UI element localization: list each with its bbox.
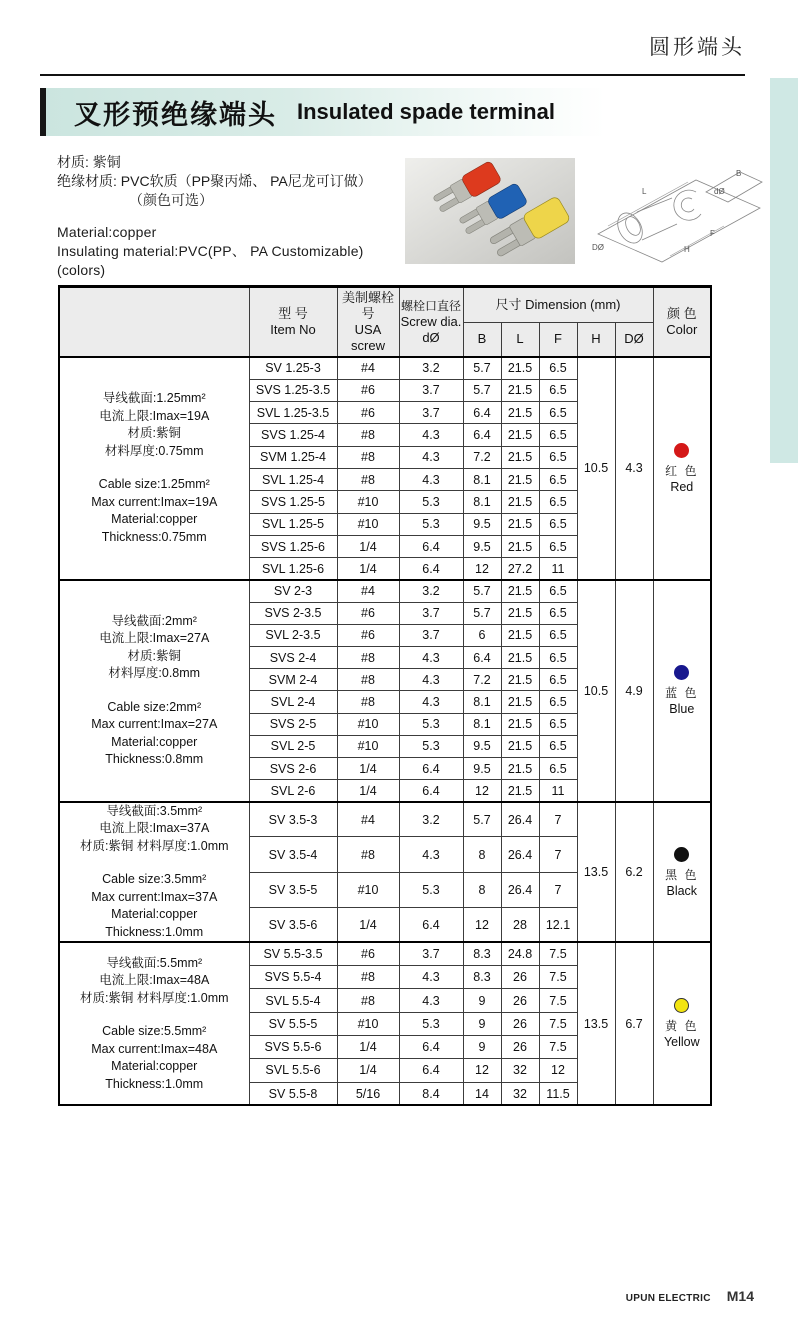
cell-screw-dia: 3.2 <box>399 357 463 379</box>
material-line-en: Insulating material:PVC(PP、 PA Customizable)(colors) <box>57 243 364 278</box>
cell-f: 6.5 <box>539 713 577 735</box>
cell-b: 8 <box>463 837 501 872</box>
table-row <box>59 942 711 965</box>
material-line-zh: 材质: 紫铜 <box>57 154 121 170</box>
group-description <box>59 802 249 943</box>
description-line-en: Material:copper <box>111 907 198 922</box>
page-title-en: Insulated spade terminal <box>297 99 555 124</box>
cell-b: 12 <box>463 1059 501 1082</box>
cell-h: 10.5 <box>577 580 615 802</box>
cell-screw-dia: 4.3 <box>399 966 463 989</box>
description-line-zh: 电流上限:Imax=48A <box>99 973 210 988</box>
technical-drawing <box>584 156 764 268</box>
description-line-zh: 电流上限:Imax=37A <box>99 821 210 836</box>
cell-item-no: SVS 1.25-6 <box>249 535 337 557</box>
description-line-zh: 导线截面:5.5mm² <box>106 955 203 970</box>
cell-l: 21.5 <box>501 757 539 779</box>
page-title-zh: 叉形预绝缘端头 <box>74 99 277 130</box>
cell-screw-dia: 6.4 <box>399 757 463 779</box>
cell-usa-screw: 1/4 <box>337 1059 399 1082</box>
description-line-en: Material:copper <box>111 1059 198 1074</box>
color-label-en: Red <box>670 479 694 494</box>
cell-l: 26.4 <box>501 872 539 907</box>
cell-do: 6.7 <box>615 942 653 1105</box>
cell-l: 24.8 <box>501 942 539 965</box>
cell-b: 5.7 <box>463 379 501 401</box>
cell-f: 6.5 <box>539 580 577 602</box>
cell-item-no: SVS 5.5-4 <box>249 966 337 989</box>
description-gap <box>60 683 249 699</box>
cell-screw-dia: 5.3 <box>399 735 463 757</box>
cell-screw-dia: 4.3 <box>399 468 463 490</box>
cell-b: 8 <box>463 872 501 907</box>
cell-l: 21.5 <box>501 735 539 757</box>
cell-l: 21.5 <box>501 669 539 691</box>
cell-usa-screw: #8 <box>337 424 399 446</box>
dim-label-h: H <box>684 245 690 254</box>
color-cell <box>653 580 711 802</box>
color-label-zh: 黑 色 <box>665 867 699 882</box>
cell-usa-screw: 5/16 <box>337 1082 399 1105</box>
dim-label-f: F <box>710 229 715 238</box>
cell-b: 9 <box>463 1036 501 1059</box>
cell-f: 12.1 <box>539 907 577 942</box>
dim-label-l: L <box>642 187 647 196</box>
cell-b: 6.4 <box>463 647 501 669</box>
description-line-en: Cable size:1.25mm² <box>98 477 210 492</box>
cell-f: 6.5 <box>539 402 577 424</box>
cell-f: 6.5 <box>539 691 577 713</box>
cell-f: 6.5 <box>539 735 577 757</box>
color-dot <box>674 665 689 680</box>
cell-screw-dia: 3.2 <box>399 580 463 602</box>
material-line-zh: （颜色可选） <box>129 192 213 208</box>
cell-b: 9.5 <box>463 535 501 557</box>
cell-f: 7 <box>539 837 577 872</box>
cell-b: 5.7 <box>463 602 501 624</box>
cell-item-no: SV 1.25-3 <box>249 357 337 379</box>
header-description <box>59 287 249 358</box>
cell-usa-screw: #10 <box>337 1012 399 1035</box>
color-dot <box>674 443 689 458</box>
group-description <box>59 580 249 802</box>
cell-do: 4.9 <box>615 580 653 802</box>
cell-f: 12 <box>539 1059 577 1082</box>
cell-item-no: SVL 2-4 <box>249 691 337 713</box>
cell-screw-dia: 4.3 <box>399 669 463 691</box>
cell-usa-screw: 1/4 <box>337 535 399 557</box>
color-label-en: Yellow <box>663 1035 700 1050</box>
cell-item-no: SVL 1.25-3.5 <box>249 402 337 424</box>
cell-l: 21.5 <box>501 602 539 624</box>
cell-f: 6.5 <box>539 357 577 379</box>
cell-f: 6.5 <box>539 379 577 401</box>
description-line-en: Max current:Imax=48A <box>91 1041 218 1056</box>
description-line-en: Max current:Imax=27A <box>91 717 218 732</box>
cell-l: 32 <box>501 1082 539 1105</box>
cell-item-no: SV 5.5-3.5 <box>249 942 337 965</box>
cell-h: 10.5 <box>577 357 615 580</box>
cell-usa-screw: #8 <box>337 468 399 490</box>
header-dim-f: F <box>539 322 577 357</box>
cell-f: 6.5 <box>539 669 577 691</box>
cell-b: 8.1 <box>463 468 501 490</box>
cell-l: 21.5 <box>501 780 539 802</box>
cell-f: 11 <box>539 558 577 580</box>
color-cell <box>653 357 711 580</box>
cell-b: 9.5 <box>463 513 501 535</box>
cell-l: 21.5 <box>501 647 539 669</box>
description-line-zh: 电流上限:Imax=27A <box>99 631 210 646</box>
color-label-en: Black <box>666 883 698 898</box>
cell-screw-dia: 6.4 <box>399 780 463 802</box>
cell-item-no: SVS 2-3.5 <box>249 602 337 624</box>
description-line-zh: 材料厚度:0.75mm <box>104 443 204 458</box>
cell-l: 26 <box>501 1012 539 1035</box>
cell-screw-dia: 3.7 <box>399 942 463 965</box>
page-number: M14 <box>726 1288 754 1304</box>
brand-name: UPUN ELECTRIC <box>625 1293 711 1304</box>
group-description <box>59 357 249 580</box>
product-photo <box>405 158 575 264</box>
cell-l: 21.5 <box>501 691 539 713</box>
cell-usa-screw: #6 <box>337 379 399 401</box>
description-line-en: Thickness:1.0mm <box>105 924 204 939</box>
cell-item-no: SV 3.5-3 <box>249 802 337 837</box>
cell-b: 12 <box>463 907 501 942</box>
cell-f: 6.5 <box>539 535 577 557</box>
cell-do: 6.2 <box>615 802 653 943</box>
spec-table <box>58 285 712 1106</box>
table-row <box>59 802 711 837</box>
cell-usa-screw: #6 <box>337 624 399 646</box>
cell-usa-screw: #4 <box>337 580 399 602</box>
cell-b: 6.4 <box>463 402 501 424</box>
decorative-gradient-bar <box>40 64 745 72</box>
cell-b: 14 <box>463 1082 501 1105</box>
cell-l: 21.5 <box>501 513 539 535</box>
cell-usa-screw: 1/4 <box>337 907 399 942</box>
cell-b: 9.5 <box>463 735 501 757</box>
cell-usa-screw: #10 <box>337 735 399 757</box>
cell-usa-screw: #6 <box>337 402 399 424</box>
cell-l: 26 <box>501 989 539 1012</box>
description-line-en: Cable size:5.5mm² <box>102 1024 207 1039</box>
description-gap <box>60 1007 249 1023</box>
cell-screw-dia: 5.3 <box>399 513 463 535</box>
cell-h: 13.5 <box>577 942 615 1105</box>
color-dot <box>674 998 689 1013</box>
cell-b: 8.1 <box>463 691 501 713</box>
cell-b: 8.1 <box>463 713 501 735</box>
cell-screw-dia: 3.7 <box>399 624 463 646</box>
header-dim-do: DØ <box>615 322 653 357</box>
description-line-zh: 导线截面:3.5mm² <box>106 803 203 818</box>
cell-f: 7 <box>539 872 577 907</box>
cell-f: 7.5 <box>539 942 577 965</box>
description-line-en: Material:copper <box>111 734 198 749</box>
cell-screw-dia: 4.3 <box>399 424 463 446</box>
color-label-zh: 红 色 <box>665 463 699 478</box>
cell-b: 5.7 <box>463 802 501 837</box>
header-dim-b: B <box>463 322 501 357</box>
cell-b: 7.2 <box>463 669 501 691</box>
cell-usa-screw: #8 <box>337 989 399 1012</box>
cell-item-no: SV 5.5-5 <box>249 1012 337 1035</box>
cell-item-no: SVL 5.5-6 <box>249 1059 337 1082</box>
group-description <box>59 942 249 1105</box>
page-title-block <box>40 88 745 136</box>
color-label-zh: 黄 色 <box>665 1019 699 1034</box>
cell-f: 6.5 <box>539 513 577 535</box>
cell-b: 12 <box>463 558 501 580</box>
cell-item-no: SVS 1.25-4 <box>249 424 337 446</box>
cell-screw-dia: 3.7 <box>399 402 463 424</box>
header-usa-screw: 美制螺栓号 USA screw <box>337 287 399 358</box>
cell-b: 6 <box>463 624 501 646</box>
cell-item-no: SVS 2-4 <box>249 647 337 669</box>
material-description <box>57 153 407 280</box>
cell-item-no: SV 2-3 <box>249 580 337 602</box>
cell-screw-dia: 5.3 <box>399 491 463 513</box>
cell-usa-screw: #4 <box>337 357 399 379</box>
cell-screw-dia: 4.3 <box>399 691 463 713</box>
cell-item-no: SV 3.5-4 <box>249 837 337 872</box>
cell-usa-screw: #10 <box>337 513 399 535</box>
cell-usa-screw: 1/4 <box>337 757 399 779</box>
cell-l: 26.4 <box>501 837 539 872</box>
cell-screw-dia: 3.2 <box>399 802 463 837</box>
cell-usa-screw: #10 <box>337 491 399 513</box>
description-line-zh: 材质:紫铜 材料厚度:1.0mm <box>79 838 229 853</box>
description-line-zh: 电流上限:Imax=19A <box>99 408 210 423</box>
cell-f: 6.5 <box>539 647 577 669</box>
cell-usa-screw: #6 <box>337 942 399 965</box>
cell-item-no: SVL 2-3.5 <box>249 624 337 646</box>
cell-l: 32 <box>501 1059 539 1082</box>
page-footer <box>626 1288 754 1304</box>
cell-item-no: SVS 5.5-6 <box>249 1036 337 1059</box>
description-line-zh: 材质:紫铜 <box>127 648 181 663</box>
cell-l: 26 <box>501 1036 539 1059</box>
cell-usa-screw: #8 <box>337 669 399 691</box>
cell-f: 6.5 <box>539 468 577 490</box>
cell-b: 5.7 <box>463 580 501 602</box>
cell-usa-screw: #8 <box>337 446 399 468</box>
dim-label-b: B <box>736 169 742 178</box>
description-line-en: Max current:Imax=37A <box>91 889 218 904</box>
header-dimension: 尺寸 Dimension (mm) <box>463 287 653 323</box>
material-line-zh: 绝缘材质: PVC软质（PP聚丙烯、 PA尼龙可订做） <box>57 173 372 189</box>
cell-item-no: SVL 2-5 <box>249 735 337 757</box>
cell-usa-screw: #6 <box>337 602 399 624</box>
cell-f: 11 <box>539 780 577 802</box>
table-row <box>59 357 711 379</box>
cell-item-no: SVM 2-4 <box>249 669 337 691</box>
cell-b: 8.1 <box>463 491 501 513</box>
dim-label-do-small: dØ <box>714 187 725 196</box>
cell-usa-screw: 1/4 <box>337 780 399 802</box>
spec-table-body <box>59 357 711 1105</box>
cell-b: 5.7 <box>463 357 501 379</box>
description-line-en: Cable size:2mm² <box>107 699 202 714</box>
description-line-zh: 材质:紫铜 <box>127 426 181 441</box>
cell-f: 7 <box>539 802 577 837</box>
cell-l: 26.4 <box>501 802 539 837</box>
cell-f: 6.5 <box>539 757 577 779</box>
cell-l: 21.5 <box>501 535 539 557</box>
header-item-no: 型 号 Item No <box>249 287 337 358</box>
cell-item-no: SVL 2-6 <box>249 780 337 802</box>
cell-f: 6.5 <box>539 446 577 468</box>
spec-table-header <box>59 287 711 358</box>
header-color: 颜 色 Color <box>653 287 711 358</box>
cell-usa-screw: #10 <box>337 713 399 735</box>
cell-f: 6.5 <box>539 624 577 646</box>
cell-item-no: SV 5.5-8 <box>249 1082 337 1105</box>
cell-item-no: SVS 2-5 <box>249 713 337 735</box>
cell-screw-dia: 6.4 <box>399 535 463 557</box>
cell-screw-dia: 6.4 <box>399 907 463 942</box>
cell-f: 7.5 <box>539 1036 577 1059</box>
description-line-en: Thickness:0.75mm <box>101 529 207 544</box>
cell-l: 21.5 <box>501 580 539 602</box>
decorative-rule <box>40 74 745 76</box>
description-gap <box>60 460 249 476</box>
material-line-en: Material:copper <box>57 224 157 240</box>
color-label-en: Blue <box>669 702 695 717</box>
cell-do: 4.3 <box>615 357 653 580</box>
cell-l: 21.5 <box>501 624 539 646</box>
cell-usa-screw: #8 <box>337 647 399 669</box>
cell-b: 7.2 <box>463 446 501 468</box>
description-line-en: Material:copper <box>111 512 198 527</box>
cell-screw-dia: 6.4 <box>399 1036 463 1059</box>
cell-item-no: SV 3.5-6 <box>249 907 337 942</box>
cell-item-no: SVL 1.25-4 <box>249 468 337 490</box>
cell-screw-dia: 4.3 <box>399 446 463 468</box>
cell-b: 8.3 <box>463 942 501 965</box>
cell-screw-dia: 5.3 <box>399 872 463 907</box>
cell-f: 6.5 <box>539 424 577 446</box>
cell-b: 12 <box>463 780 501 802</box>
table-row <box>59 580 711 602</box>
cell-b: 9 <box>463 989 501 1012</box>
cell-usa-screw: #8 <box>337 691 399 713</box>
cell-b: 8.3 <box>463 966 501 989</box>
section-header: 圆形端头 <box>649 36 745 59</box>
cell-l: 21.5 <box>501 402 539 424</box>
color-cell <box>653 942 711 1105</box>
cell-item-no: SV 3.5-5 <box>249 872 337 907</box>
cell-l: 21.5 <box>501 713 539 735</box>
cell-item-no: SVL 1.25-6 <box>249 558 337 580</box>
color-label-zh: 蓝 色 <box>665 686 699 701</box>
cell-screw-dia: 3.7 <box>399 379 463 401</box>
header-screw-dia: 螺栓口直径 Screw dia. dØ <box>399 287 463 358</box>
cell-l: 21.5 <box>501 424 539 446</box>
cell-l: 21.5 <box>501 379 539 401</box>
color-dot <box>674 847 689 862</box>
description-line-en: Thickness:0.8mm <box>105 752 204 767</box>
cell-b: 6.4 <box>463 424 501 446</box>
cell-screw-dia: 4.3 <box>399 989 463 1012</box>
cell-l: 21.5 <box>501 446 539 468</box>
cell-item-no: SVS 1.25-5 <box>249 491 337 513</box>
cell-f: 7.5 <box>539 966 577 989</box>
cell-item-no: SVS 1.25-3.5 <box>249 379 337 401</box>
header-dim-l: L <box>501 322 539 357</box>
cell-screw-dia: 5.3 <box>399 713 463 735</box>
cell-screw-dia: 6.4 <box>399 1059 463 1082</box>
description-line-en: Cable size:3.5mm² <box>102 872 207 887</box>
cell-usa-screw: #8 <box>337 837 399 872</box>
cell-h: 13.5 <box>577 802 615 943</box>
dim-label-do: DØ <box>592 243 604 252</box>
cell-f: 6.5 <box>539 491 577 513</box>
cell-usa-screw: #4 <box>337 802 399 837</box>
cell-usa-screw: #8 <box>337 966 399 989</box>
cell-l: 26 <box>501 966 539 989</box>
description-line-zh: 材料厚度:0.8mm <box>108 666 201 681</box>
cell-screw-dia: 8.4 <box>399 1082 463 1105</box>
cell-l: 28 <box>501 907 539 942</box>
page-edge-tab <box>770 78 798 463</box>
cell-screw-dia: 4.3 <box>399 837 463 872</box>
cell-f: 6.5 <box>539 602 577 624</box>
description-line-zh: 导线截面:1.25mm² <box>102 391 206 406</box>
cell-usa-screw: 1/4 <box>337 1036 399 1059</box>
cell-usa-screw: #10 <box>337 872 399 907</box>
cell-screw-dia: 4.3 <box>399 647 463 669</box>
cell-f: 11.5 <box>539 1082 577 1105</box>
description-line-zh: 导线截面:2mm² <box>111 613 197 628</box>
cell-b: 9 <box>463 1012 501 1035</box>
cell-item-no: SVL 1.25-5 <box>249 513 337 535</box>
cell-item-no: SVM 1.25-4 <box>249 446 337 468</box>
cell-f: 7.5 <box>539 989 577 1012</box>
description-line-en: Thickness:1.0mm <box>105 1076 204 1091</box>
description-line-en: Max current:Imax=19A <box>91 494 218 509</box>
cell-l: 21.5 <box>501 468 539 490</box>
cell-b: 9.5 <box>463 757 501 779</box>
cell-usa-screw: 1/4 <box>337 558 399 580</box>
description-gap <box>60 855 249 871</box>
cell-l: 27.2 <box>501 558 539 580</box>
cell-screw-dia: 3.7 <box>399 602 463 624</box>
cell-l: 21.5 <box>501 491 539 513</box>
cell-item-no: SVL 5.5-4 <box>249 989 337 1012</box>
cell-screw-dia: 5.3 <box>399 1012 463 1035</box>
color-cell <box>653 802 711 943</box>
header-dim-h: H <box>577 322 615 357</box>
cell-item-no: SVS 2-6 <box>249 757 337 779</box>
cell-screw-dia: 6.4 <box>399 558 463 580</box>
cell-f: 7.5 <box>539 1012 577 1035</box>
description-line-zh: 材质:紫铜 材料厚度:1.0mm <box>79 990 229 1005</box>
cell-l: 21.5 <box>501 357 539 379</box>
